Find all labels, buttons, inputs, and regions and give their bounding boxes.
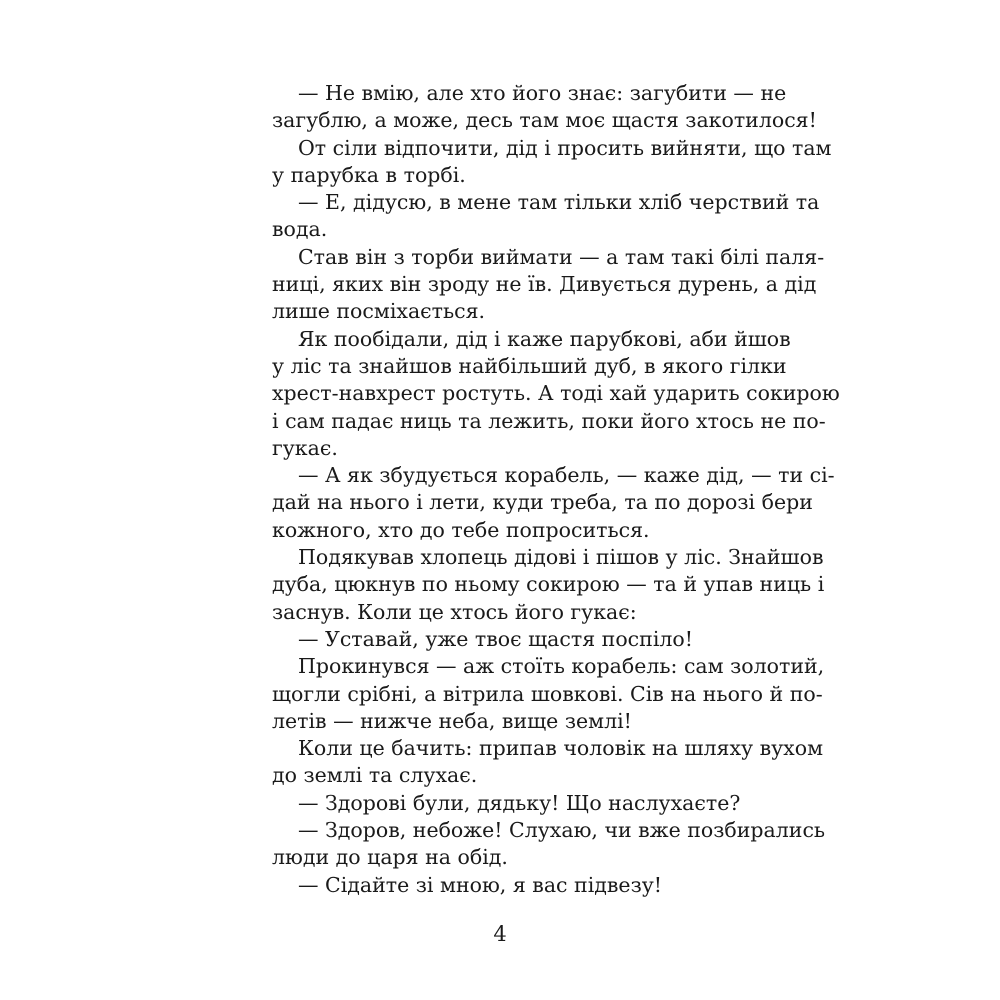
text-line: — Не вмію, але хто його знає: загубити — не [298,81,787,105]
paragraph [272,189,820,244]
paragraph [272,462,835,544]
paragraph [272,817,826,872]
paragraph [272,626,757,653]
paragraph [272,790,757,817]
text-line: Став він з торби виймати — а там такі білі паля- [298,244,825,269]
text-line: заснув. Коли це хтось його гукає: [272,599,637,624]
text-line: летів — нижче неба, вище землі! [272,708,632,733]
text-line: — А як збудується корабель, — каже дід, — ти сі- [298,463,835,488]
text-line: Коли це бачить: припав чоловік на шляху вухом [298,736,824,761]
text-line: ниці, яких він зроду не їв. Дивується дурень, а дід [272,272,817,297]
text-line: у ліс та знайшов найбільший дуб, в якого гілки [272,353,787,378]
text-line: — Здоров, небоже! Слухаю, чи вже позбирались [298,818,826,843]
paragraph [272,872,757,899]
text-line: — Здорові були, дядьку! Що наслухаєте? [298,790,741,815]
text-line: загублю, а може, десь там моє щастя закотилося! [272,108,817,133]
text-line: Як пообідали, дід і каже парубкові, аби йшов [298,326,791,351]
text-line: дуба, цюкнув по ньому сокирою — та й упав ниць і [272,572,825,597]
text-line: кожного, хто до тебе попроситься. [272,517,650,542]
paragraph [272,244,825,326]
paragraph [272,735,824,790]
paragraph [272,653,825,735]
paragraph [272,135,832,190]
text-line: — Е, дідусю, в мене там тільки хліб черствий та [298,190,820,215]
text-line: і сам падає ниць та лежить, поки його хтось не по- [272,408,826,433]
text-line: хрест-навхрест ростуть. А тоді хай ударить сокирою [272,381,840,406]
text-line: люди до царя на обід. [272,845,508,870]
page-number: 4 [493,922,507,946]
text-line: Прокинувся — аж стоїть корабель: сам золотий, [298,654,825,679]
paragraph [272,326,840,462]
paragraph [272,80,817,135]
text-line: — Уставай, уже твоє щастя поспіло! [298,626,693,651]
text-line: щогли срібні, а вітрила шовкові. Сів на нього й по- [272,681,823,706]
text-line: у парубка в торбі. [272,162,466,187]
paragraph [272,544,825,626]
text-line: дай на нього і лети, куди треба, та по дорозі бери [272,490,813,515]
body-text [272,80,840,899]
text-line: гукає. [272,435,338,460]
text-line: до землі та слухає. [272,763,478,788]
text-line: Подякував хлопець дідові і пішов у ліс. Знайшов [298,545,824,570]
text-line: вода. [272,217,328,242]
text-line: От сіли відпочити, дід і просить вийняти, що там [298,135,832,160]
text-line: — Сідайте зі мною, я вас підвезу! [298,872,663,897]
text-line: лише посміхається. [272,299,486,324]
